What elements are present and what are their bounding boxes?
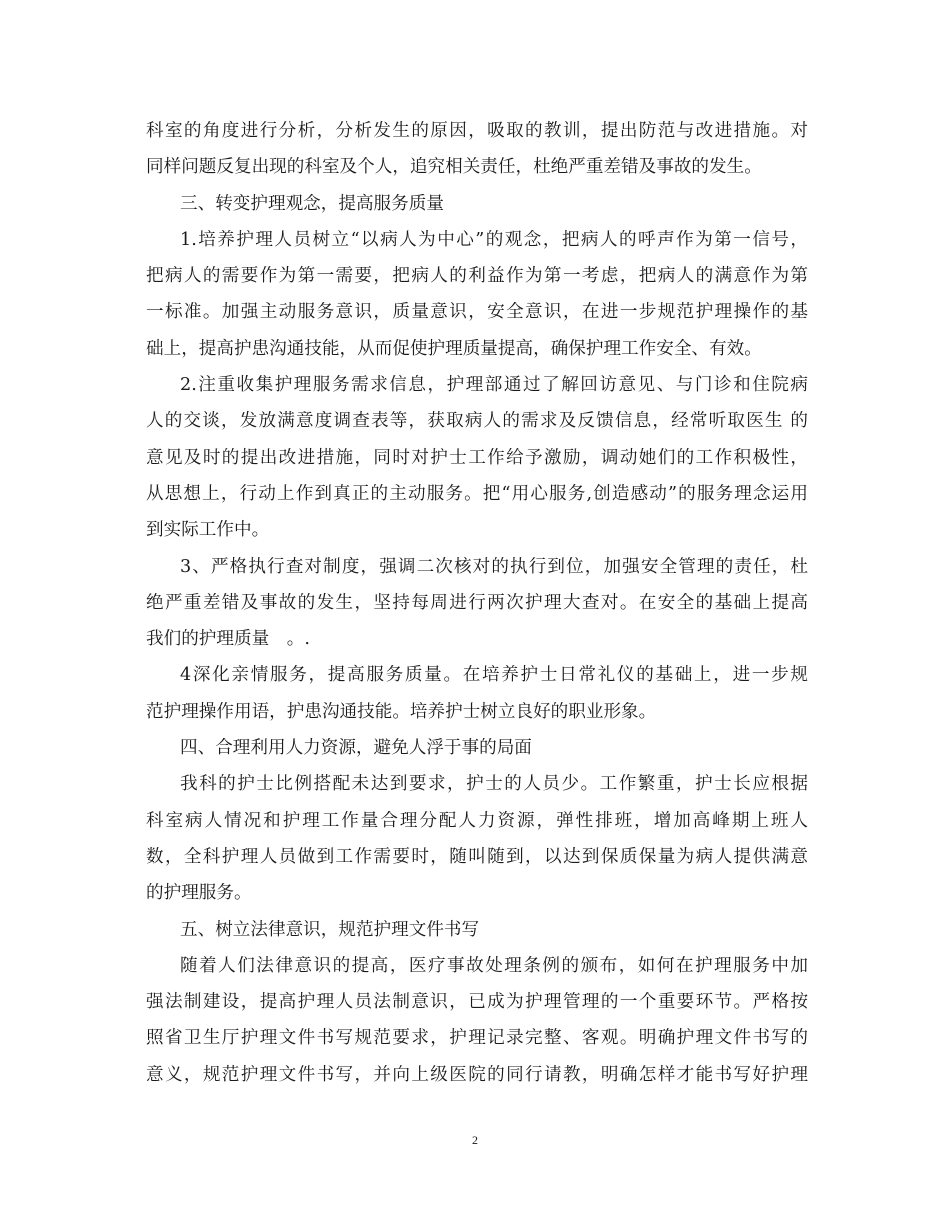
text-line: 础上，提高护患沟通技能，从而促使护理质量提高，确保护理工作安全、有效。 bbox=[146, 338, 762, 359]
text-line: 同样问题反复出现的科室及个人，追究相关责任，杜绝严重差错及事故的发生。 bbox=[146, 157, 762, 178]
text-line: 五、树立法律意识，规范护理文件书写 bbox=[180, 919, 480, 940]
text-line: 意见及时的提出改进措施，同时对护士工作给予激励，调动她们的工作积极性， bbox=[146, 447, 808, 468]
text-line: 2.注重收集护理服务需求信息，护理部通过了解回访意见、与门诊和住院病 bbox=[180, 375, 808, 396]
text-line: 4深化亲情服务，提高服务质量。在培养护士日常礼仪的基础上，进一步规 bbox=[180, 665, 808, 686]
text-line: 三、转变护理观念，提高服务质量 bbox=[180, 193, 444, 214]
text-line: 意义，规范护理文件书写，并向上级医院的同行请教，明确怎样才能书写好护理 bbox=[146, 1064, 808, 1085]
text-line: 科室的角度进行分析，分析发生的原因，吸取的教训，提出防范与改进措施。对 bbox=[146, 121, 808, 141]
text-line: 随着人们法律意识的提高，医疗事故处理条例的颁布，如何在护理服务中加 bbox=[180, 955, 808, 976]
text-line: 我们的护理质量 。. bbox=[146, 629, 310, 650]
text-line: 把病人的需要作为第一需要，把病人的利益作为第一考虑，把病人的满意作为第 bbox=[146, 266, 808, 287]
text-line: 强法制建设，提高护理人员法制意识，已成为护理管理的一个重要环节。严格按 bbox=[146, 992, 808, 1013]
text-line: 人的交谈，发放满意度调查表等，获取病人的需求及反馈信息，经常听取医生 的 bbox=[146, 411, 808, 432]
text-line: 数，全科护理人员做到工作需要时，随叫随到，以达到保质保量为病人提供满意 bbox=[146, 846, 808, 867]
page-number: 2 bbox=[472, 1133, 478, 1147]
text-line: 一标准。加强主动服务意识，质量意识，安全意识，在进一步规范护理操作的基 bbox=[146, 302, 808, 323]
text-line: 四、合理利用人力资源，避免人浮于事的局面 bbox=[180, 738, 532, 759]
text-line: 的护理服务。 bbox=[146, 883, 252, 904]
text-line: 到实际工作中。 bbox=[146, 520, 270, 541]
text-line: 从思想上，行动上作到真正的主动服务。把“用心服务,创造感动”的服务理念运用 bbox=[146, 483, 808, 504]
text-line: 范护理操作用语，护患沟通技能。培养护士树立良好的职业形象。 bbox=[146, 701, 657, 722]
text-line: 照省卫生厅护理文件书写规范要求，护理记录完整、客观。明确护理文件书写的 bbox=[146, 1028, 808, 1049]
document-body bbox=[146, 113, 808, 1093]
text-line: 1.培养护理人员树立“以病人为中心”的观念，把病人的呼声作为第一信号， bbox=[180, 229, 808, 250]
text-line: 绝严重差错及事故的发生，坚持每周进行两次护理大查对。在安全的基础上提高 bbox=[146, 592, 808, 613]
text-line: 科室病人情况和护理工作量合理分配人力资源，弹性排班，增加高峰期上班人 bbox=[146, 810, 808, 831]
text-line: 我科的护士比例搭配未达到要求，护士的人员少。工作繁重，护士长应根据 bbox=[180, 774, 808, 795]
text-line: 3、严格执行查对制度，强调二次核对的执行到位，加强安全管理的责任，杜 bbox=[180, 556, 808, 577]
